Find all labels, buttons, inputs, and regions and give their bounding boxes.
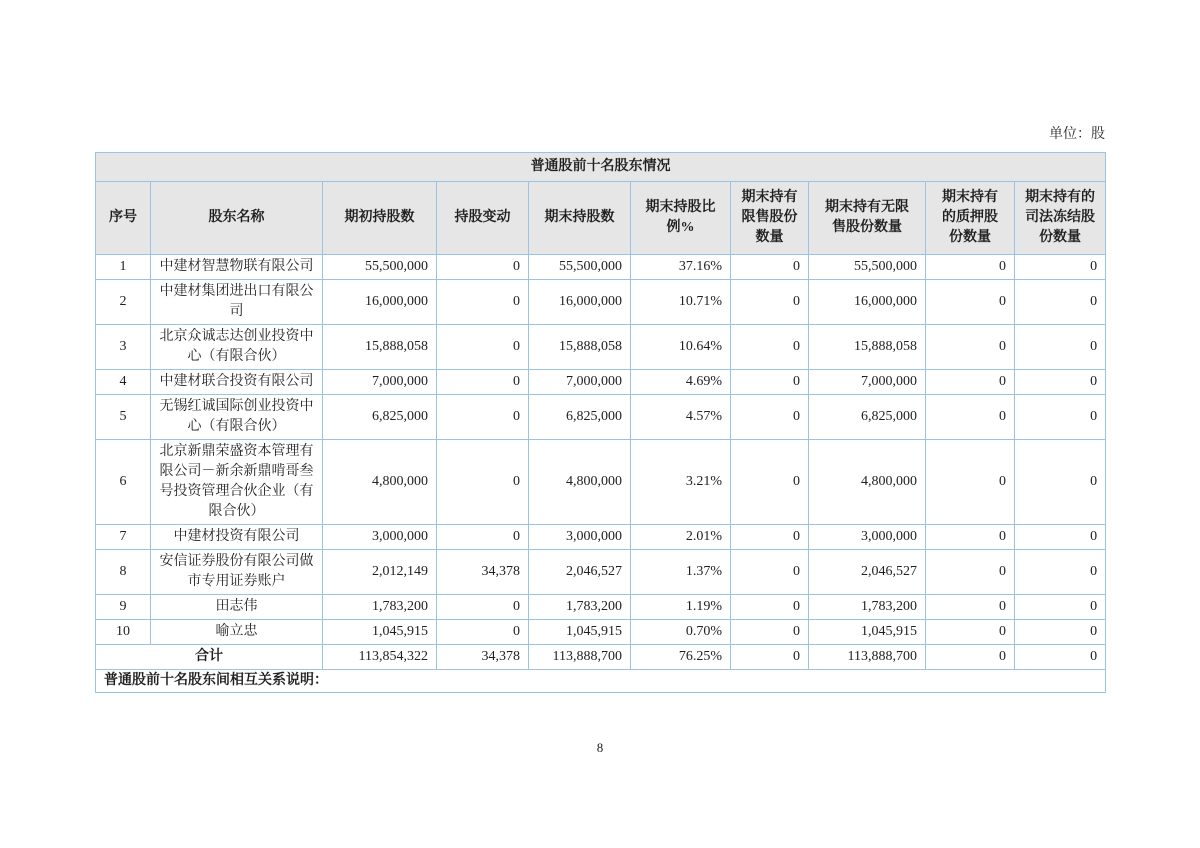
cell-restricted-shares: 0 [731,595,809,620]
cell-unrestricted-shares: 4,800,000 [809,440,926,525]
cell-final-shares: 55,500,000 [529,255,631,280]
cell-shareholder-name: 北京新鼎荣盛资本管理有限公司－新余新鼎啃哥叁号投资管理合伙企业（有限合伙） [151,440,323,525]
cell-final-pct: 2.01% [631,525,731,550]
table-row [96,595,1106,620]
page-content [95,126,1105,693]
cell-initial-shares: 3,000,000 [323,525,437,550]
table-row [96,440,1106,525]
cell-frozen-shares: 0 [1015,620,1106,645]
cell-initial-shares: 2,012,149 [323,550,437,595]
cell-shareholder-name: 田志伟 [151,595,323,620]
cell-frozen-shares: 0 [1015,370,1106,395]
cell-pledged-shares: 0 [926,440,1015,525]
cell-frozen-shares: 0 [1015,595,1106,620]
cell-index: 3 [96,325,151,370]
cell-pledged-shares: 0 [926,620,1015,645]
cell-share-change: 0 [437,620,529,645]
total-frozen-shares: 0 [1015,645,1106,670]
cell-final-pct: 10.71% [631,280,731,325]
cell-initial-shares: 55,500,000 [323,255,437,280]
total-final-pct: 76.25% [631,645,731,670]
cell-index: 1 [96,255,151,280]
cell-shareholder-name: 中建材投资有限公司 [151,525,323,550]
cell-initial-shares: 15,888,058 [323,325,437,370]
cell-initial-shares: 1,783,200 [323,595,437,620]
cell-unrestricted-shares: 16,000,000 [809,280,926,325]
cell-initial-shares: 1,045,915 [323,620,437,645]
total-final-shares: 113,888,700 [529,645,631,670]
col-header-pledged-shares: 期末持有的质押股份数量 [926,182,1015,255]
cell-index: 5 [96,395,151,440]
col-header-initial-shares: 期初持股数 [323,182,437,255]
cell-shareholder-name: 中建材集团进出口有限公司 [151,280,323,325]
cell-unrestricted-shares: 55,500,000 [809,255,926,280]
cell-unrestricted-shares: 1,045,915 [809,620,926,645]
cell-share-change: 0 [437,440,529,525]
cell-shareholder-name: 中建材联合投资有限公司 [151,370,323,395]
table-row [96,325,1106,370]
cell-unrestricted-shares: 6,825,000 [809,395,926,440]
cell-initial-shares: 16,000,000 [323,280,437,325]
cell-index: 7 [96,525,151,550]
cell-restricted-shares: 0 [731,620,809,645]
cell-unrestricted-shares: 1,783,200 [809,595,926,620]
cell-final-shares: 1,045,915 [529,620,631,645]
cell-frozen-shares: 0 [1015,525,1106,550]
col-header-share-change: 持股变动 [437,182,529,255]
cell-restricted-shares: 0 [731,395,809,440]
cell-final-pct: 3.21% [631,440,731,525]
cell-pledged-shares: 0 [926,325,1015,370]
cell-pledged-shares: 0 [926,280,1015,325]
table-row [96,280,1106,325]
cell-initial-shares: 6,825,000 [323,395,437,440]
cell-final-pct: 1.19% [631,595,731,620]
cell-pledged-shares: 0 [926,595,1015,620]
col-header-final-pct: 期末持股比例% [631,182,731,255]
total-row [96,645,1106,670]
col-header-unrestricted-shares: 期末持有无限售股份数量 [809,182,926,255]
cell-share-change: 0 [437,395,529,440]
total-restricted-shares: 0 [731,645,809,670]
cell-final-pct: 10.64% [631,325,731,370]
total-initial-shares: 113,854,322 [323,645,437,670]
table-row [96,395,1106,440]
cell-pledged-shares: 0 [926,550,1015,595]
cell-shareholder-name: 喻立忠 [151,620,323,645]
cell-unrestricted-shares: 3,000,000 [809,525,926,550]
cell-restricted-shares: 0 [731,525,809,550]
cell-index: 4 [96,370,151,395]
cell-restricted-shares: 0 [731,550,809,595]
table-row [96,255,1106,280]
shareholders-table [95,152,1106,693]
cell-shareholder-name: 安信证券股份有限公司做市专用证券账户 [151,550,323,595]
cell-shareholder-name: 北京众诚志达创业投资中心（有限合伙） [151,325,323,370]
col-header-index: 序号 [96,182,151,255]
cell-restricted-shares: 0 [731,280,809,325]
cell-pledged-shares: 0 [926,525,1015,550]
relationship-note: 普通股前十名股东间相互关系说明： [96,670,1106,693]
total-share-change: 34,378 [437,645,529,670]
col-header-shareholder-name: 股东名称 [151,182,323,255]
cell-final-shares: 4,800,000 [529,440,631,525]
cell-shareholder-name: 中建材智慧物联有限公司 [151,255,323,280]
table-row [96,620,1106,645]
cell-share-change: 34,378 [437,550,529,595]
cell-pledged-shares: 0 [926,370,1015,395]
cell-restricted-shares: 0 [731,440,809,525]
cell-final-pct: 4.57% [631,395,731,440]
cell-final-shares: 16,000,000 [529,280,631,325]
cell-final-shares: 15,888,058 [529,325,631,370]
cell-unrestricted-shares: 15,888,058 [809,325,926,370]
cell-index: 6 [96,440,151,525]
cell-final-pct: 37.16% [631,255,731,280]
table-row [96,550,1106,595]
table-header-row [96,182,1106,255]
cell-share-change: 0 [437,595,529,620]
cell-final-shares: 6,825,000 [529,395,631,440]
cell-pledged-shares: 0 [926,255,1015,280]
cell-frozen-shares: 0 [1015,440,1106,525]
total-pledged-shares: 0 [926,645,1015,670]
cell-index: 10 [96,620,151,645]
table-row [96,370,1106,395]
table-body [96,255,1106,693]
cell-restricted-shares: 0 [731,325,809,370]
cell-frozen-shares: 0 [1015,255,1106,280]
cell-frozen-shares: 0 [1015,280,1106,325]
cell-final-shares: 2,046,527 [529,550,631,595]
cell-share-change: 0 [437,370,529,395]
table-title-row [96,153,1106,182]
unit-label: 单位：股 [1049,127,1105,142]
cell-final-pct: 1.37% [631,550,731,595]
cell-share-change: 0 [437,525,529,550]
table-row [96,525,1106,550]
cell-final-shares: 3,000,000 [529,525,631,550]
cell-index: 9 [96,595,151,620]
cell-index: 8 [96,550,151,595]
cell-frozen-shares: 0 [1015,325,1106,370]
cell-initial-shares: 4,800,000 [323,440,437,525]
cell-unrestricted-shares: 7,000,000 [809,370,926,395]
cell-final-pct: 4.69% [631,370,731,395]
cell-share-change: 0 [437,280,529,325]
cell-initial-shares: 7,000,000 [323,370,437,395]
cell-restricted-shares: 0 [731,255,809,280]
total-unrestricted-shares: 113,888,700 [809,645,926,670]
cell-shareholder-name: 无锡红诚国际创业投资中心（有限合伙） [151,395,323,440]
cell-final-shares: 1,783,200 [529,595,631,620]
col-header-final-shares: 期末持股数 [529,182,631,255]
col-header-frozen-shares: 期末持有的司法冻结股份数量 [1015,182,1106,255]
cell-frozen-shares: 0 [1015,395,1106,440]
table-title: 普通股前十名股东情况 [96,153,1106,182]
total-label: 合计 [96,645,323,670]
cell-index: 2 [96,280,151,325]
cell-pledged-shares: 0 [926,395,1015,440]
col-header-restricted-shares: 期末持有限售股份数量 [731,182,809,255]
cell-unrestricted-shares: 2,046,527 [809,550,926,595]
cell-frozen-shares: 0 [1015,550,1106,595]
note-row [96,670,1106,693]
page-number: 8 [596,740,604,755]
cell-share-change: 0 [437,255,529,280]
table-head [96,153,1106,255]
cell-restricted-shares: 0 [731,370,809,395]
cell-final-shares: 7,000,000 [529,370,631,395]
cell-final-pct: 0.70% [631,620,731,645]
cell-share-change: 0 [437,325,529,370]
